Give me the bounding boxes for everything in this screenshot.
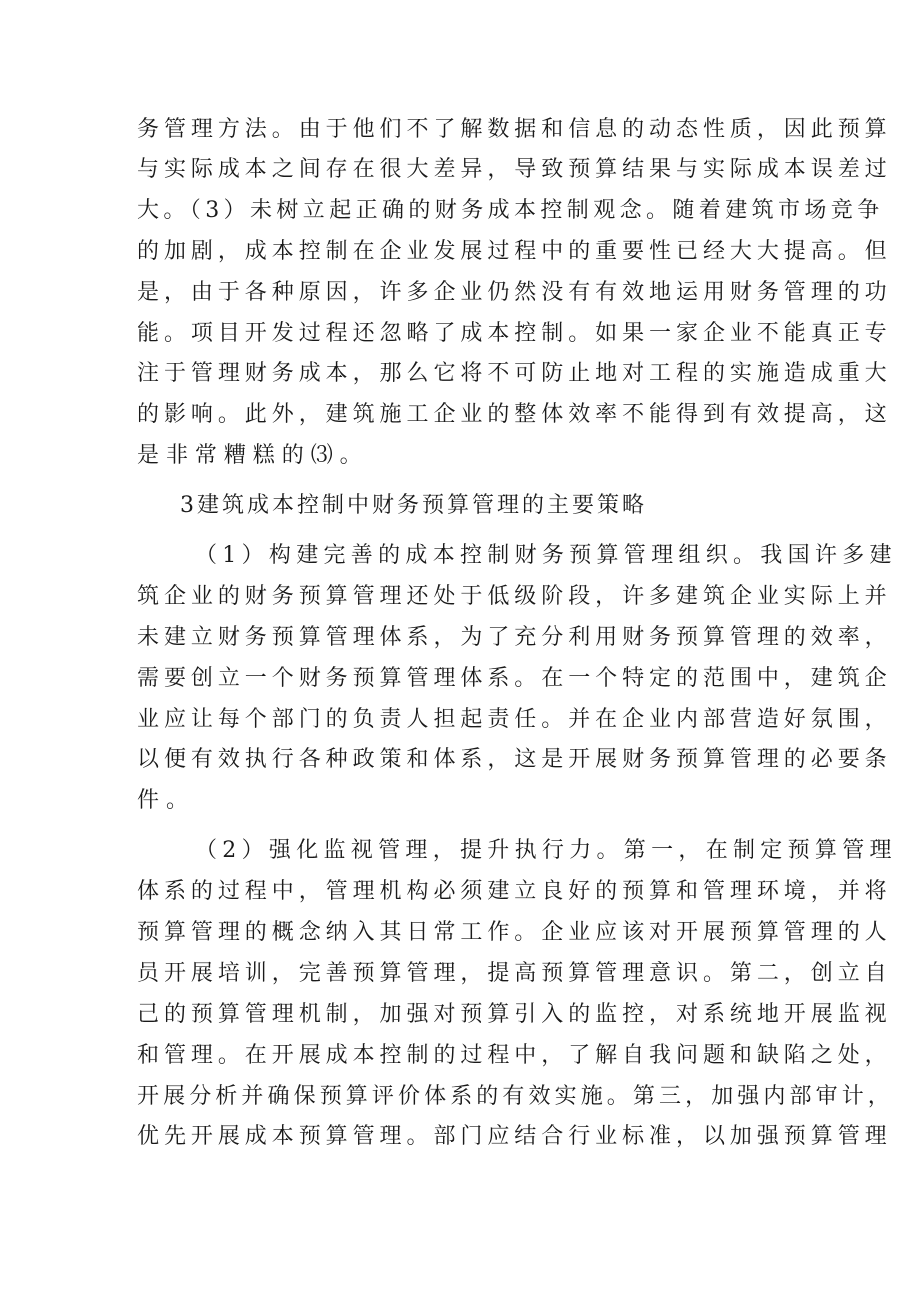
text-line: 预算管理的概念纳入其日常工作。企业应该对开展预算管理的人 [137, 920, 892, 945]
text-line: 和管理。在开展成本控制的过程中，了解自我问题和缺陷之处， [137, 1043, 892, 1068]
text-line: 与实际成本之间存在很大差异，导致预算结果与实际成本误差过 [137, 157, 892, 182]
text-line: 以便有效执行各种政策和体系，这是开展财务预算管理的必要条 [137, 747, 892, 772]
text-line: 优先开展成本预算管理。部门应结合行业标准，以加强预算管理 [137, 1124, 892, 1149]
text-line: 员开展培训，完善预算管理，提高预算管理意识。第二，创立自 [137, 961, 892, 986]
text-line: （1）构建完善的成本控制财务预算管理组织。我国许多建 [195, 543, 897, 568]
text-line: （2）强化监视管理，提升执行力。第一，在制定预算管理 [195, 838, 897, 863]
text-line: 的影响。此外，建筑施工企业的整体效率不能得到有效提高，这 [137, 402, 892, 427]
section-heading: 3建筑成本控制中财务预算管理的主要策略 [180, 493, 647, 518]
text-line: 务管理方法。由于他们不了解数据和信息的动态性质，因此预算 [137, 117, 892, 142]
text-line: 开展分析并确保预算评价体系的有效实施。第三，加强内部审计， [137, 1084, 894, 1109]
text-line: 筑企业的财务预算管理还处于低级阶段，许多建筑企业实际上并 [137, 584, 892, 609]
text-line: 体系的过程中，管理机构必须建立良好的预算和管理环境，并将 [137, 879, 892, 904]
text-line: 能。项目开发过程还忽略了成本控制。如果一家企业不能真正专 [137, 321, 892, 346]
text-line: 是非常糟糕的⑶。 [137, 443, 369, 468]
text-line: 未建立财务预算管理体系，为了充分利用财务预算管理的效率， [137, 625, 892, 650]
text-line: 需要创立一个财务预算管理体系。在一个特定的范围中，建筑企 [137, 666, 892, 691]
text-line: 是，由于各种原因，许多企业仍然没有有效地运用财务管理的功 [137, 280, 892, 305]
text-line: 的加剧，成本控制在企业发展过程中的重要性已经大大提高。但 [137, 239, 892, 264]
text-line: 己的预算管理机制，加强对预算引入的监控，对系统地开展监视 [137, 1002, 892, 1027]
text-line: 注于管理财务成本，那么它将不可防止地对工程的实施造成重大 [137, 361, 892, 386]
text-line: 业应让每个部门的负责人担起责任。并在企业内部营造好氛围， [137, 707, 892, 732]
text-line: 件。 [137, 788, 195, 813]
text-line: 大。（3）未树立起正确的财务成本控制观念。随着建筑市场竞争 [137, 198, 884, 223]
